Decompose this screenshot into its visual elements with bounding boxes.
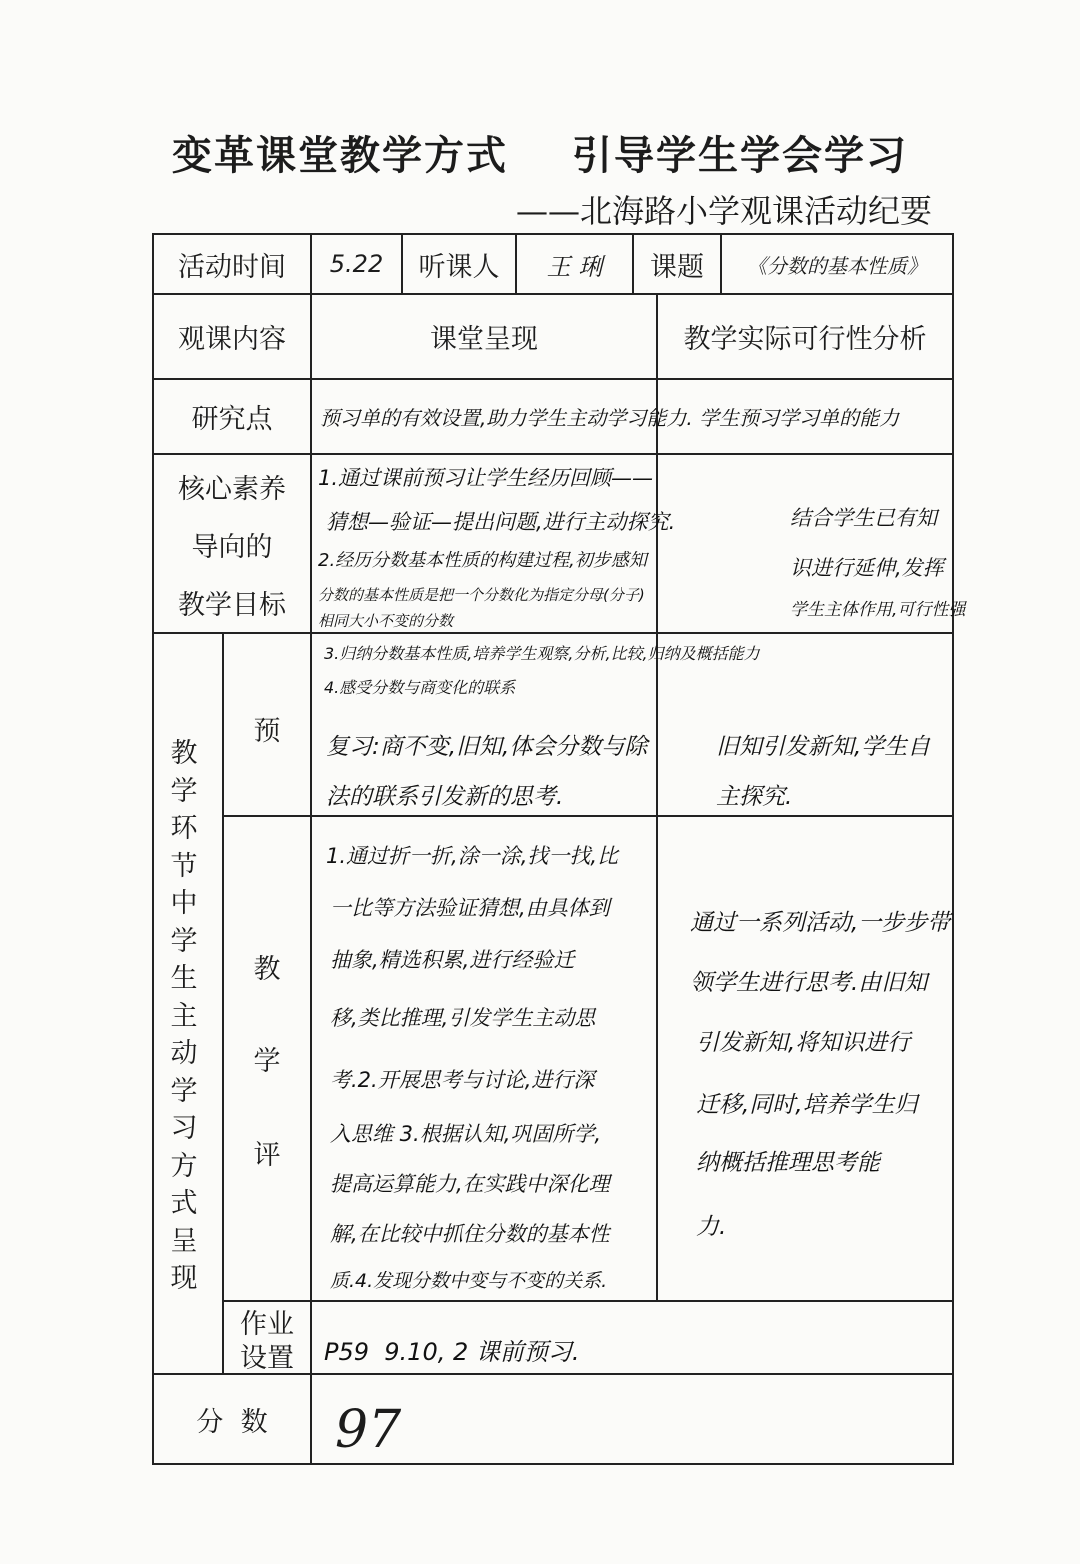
homework-text: P59 9.10, 2 课前预习. bbox=[324, 1338, 580, 1366]
teach-label-char: 学 bbox=[253, 1045, 281, 1077]
research-label: 研究点 bbox=[191, 404, 273, 435]
feasibility-header: 教学实际可行性分析 bbox=[683, 324, 927, 355]
goals-label-line-2: 导向的 bbox=[191, 531, 273, 563]
teach-analysis-line: 迁移,同时,培养学生归 bbox=[696, 1092, 918, 1118]
title-left: 变革课堂教学方式 bbox=[172, 132, 508, 179]
activity-time-value: 5.22 bbox=[329, 250, 384, 278]
score-label: 分 数 bbox=[196, 1406, 268, 1438]
preview-text-line: 法的联系引发新的思考. bbox=[326, 784, 564, 810]
teach-analysis-line: 纳概括推理思考能 bbox=[696, 1150, 880, 1176]
goal-line: 猜想—验证—提出问题,进行主动探究. bbox=[326, 510, 676, 534]
goal-line: 相同大小不变的分数 bbox=[318, 612, 454, 630]
teach-text-line: 提高运算能力,在实践中深化理 bbox=[330, 1172, 610, 1196]
activity-time-label: 活动时间 bbox=[178, 251, 286, 283]
teach-analysis-line: 力. bbox=[696, 1214, 727, 1240]
teach-text-line: 移,类比推理,引发学生主动思 bbox=[330, 1006, 596, 1030]
teach-text-line: 抽象,精选积累,进行经验迁 bbox=[330, 948, 575, 972]
goal-line: 2.经历分数基本性质的构建过程,初步感知 bbox=[318, 550, 647, 571]
goal-line: 1.通过课前预习让学生经历回顾—— bbox=[318, 466, 654, 490]
teach-analysis-line: 引发新知,将知识进行 bbox=[696, 1030, 911, 1056]
page-subtitle: ——北海路小学观课活动纪要 bbox=[515, 192, 932, 230]
teach-analysis-line: 通过一系列活动,一步步带 bbox=[690, 910, 951, 936]
goals-analysis-line: 结合学生已有知 bbox=[790, 506, 937, 530]
goals-analysis-line: 学生主体作用,可行性强 bbox=[790, 600, 966, 620]
goals-analysis-line: 识进行延伸,发挥 bbox=[790, 556, 944, 580]
teach-text-line: 质.4.发现分数中变与不变的关系. bbox=[330, 1270, 608, 1292]
teach-text-line: 考.2.开展思考与讨论,进行深 bbox=[330, 1068, 595, 1092]
preview-label: 预 bbox=[253, 715, 281, 747]
teach-text-line: 解,在比较中抓住分数的基本性 bbox=[330, 1222, 610, 1246]
title-right: 引导学生学会学习 bbox=[572, 132, 908, 179]
preview-analysis-line: 主探究. bbox=[716, 784, 793, 810]
presentation-header: 课堂呈现 bbox=[430, 324, 538, 355]
teach-label-char: 教 bbox=[253, 953, 281, 985]
score-value: 97 bbox=[335, 1400, 402, 1460]
preview-text-line: 复习:商不变,旧知,体会分数与除 bbox=[326, 734, 648, 760]
goal-line: 4.感受分数与商变化的联系 bbox=[324, 678, 516, 697]
homework-label-line-1: 作业 bbox=[240, 1308, 294, 1340]
goals-label-line-3: 教学目标 bbox=[178, 589, 286, 621]
goals-label-line-1: 核心素养 bbox=[178, 473, 286, 505]
listener-label: 听课人 bbox=[418, 251, 500, 283]
homework-label-line-2: 设置 bbox=[240, 1342, 294, 1374]
goal-line: 3.归纳分数基本性质,培养学生观察,分析,比较,归纳及概括能力 bbox=[324, 644, 760, 663]
preview-analysis-line: 旧知引发新知,学生自 bbox=[716, 734, 931, 760]
goal-line: 分数的基本性质是把一个分数化为指定分母(分子) bbox=[318, 586, 645, 604]
listener-value: 王 琍 bbox=[546, 252, 603, 281]
teach-text-line: 入思维 3.根据认知,巩固所学, bbox=[330, 1122, 602, 1146]
teach-label-char: 评 bbox=[253, 1139, 281, 1171]
topic-value: 《分数的基本性质》 bbox=[747, 253, 927, 278]
teach-text-line: 一比等方法验证猜想,由具体到 bbox=[330, 896, 610, 920]
research-text: 预习单的有效设置,助力学生主动学习能力. 学生预习学习单的能力 bbox=[320, 406, 900, 430]
topic-label: 课题 bbox=[650, 251, 704, 283]
content-label: 观课内容 bbox=[178, 324, 286, 355]
stages-section-label: 教学环节中学生主动学习方式呈现 bbox=[170, 738, 198, 1294]
teach-analysis-line: 领学生进行思考.由旧知 bbox=[690, 970, 928, 996]
teach-text-line: 1.通过折一折,涂一涂,找一找,比 bbox=[326, 844, 619, 868]
